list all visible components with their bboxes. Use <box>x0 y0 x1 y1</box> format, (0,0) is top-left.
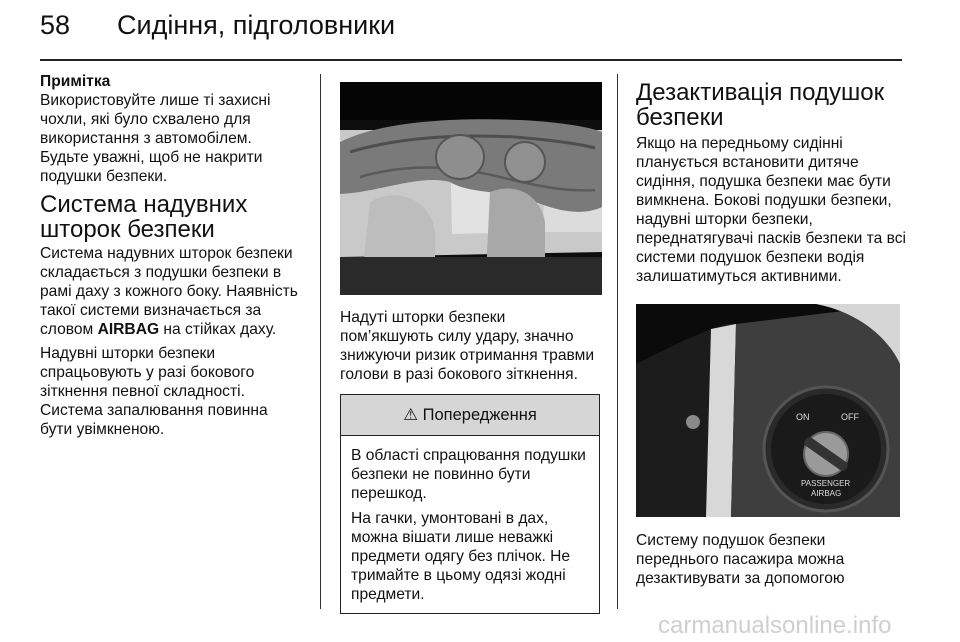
column-left <box>40 68 302 439</box>
switch-passenger-label: PASSENGER <box>801 479 851 488</box>
column-right <box>636 68 906 588</box>
page-number: 58 <box>40 10 71 40</box>
watermark: carmanualsonline.info <box>658 612 892 639</box>
column-middle <box>340 68 602 614</box>
section-heading-deactivation: Дезактивація подушок безпеки <box>636 79 885 131</box>
warning-body <box>341 436 599 613</box>
airbag-switch-photo <box>636 304 900 517</box>
paragraph-text: на стійках даху. <box>159 321 277 338</box>
note-title: Примітка <box>40 73 111 90</box>
section-heading-curtain-airbags: Система надувних шторок безпеки <box>40 191 248 243</box>
airbag-label: AIRBAG <box>97 321 160 338</box>
warning-text: На гачки, умонтовані в дах, можна вішати лише неважкі предмети одягу без плічок. Не тримайте в цьому одязі жодні предмети. <box>351 510 571 603</box>
paragraph-text: Система надувних шторок безпеки складається з подушки безпеки в рамі даху з кожного боку. Наявність такої системи визначається за словом <box>40 245 298 338</box>
photo-caption: Надуті шторки безпеки пом’якшують силу удару, значно знижуючи ризик отримання травми голови в разі бокового зіткнення. <box>340 309 595 383</box>
note-text: Використовуйте лише ті захисні чохли, які було схвалено для використання з автомобілем. Будьте уважні, щоб не накрити подушки безпеки. <box>40 92 271 185</box>
switch-airbag-label: AIRBAG <box>811 489 842 498</box>
header-rule <box>40 59 902 61</box>
switch-off-label: OFF <box>841 412 859 422</box>
deactivation-paragraph: Якщо на передньому сидінні планується встановити дитяче сидіння, подушка безпеки має бути вимкнена. Бокові подушки безпеки, надувні шторки безпеки, переднатягувачі пасків безпеки та всі системи подушок безпеки водія залишатимуться активними. <box>636 135 906 285</box>
warning-triangle-icon: ⚠ <box>403 406 419 424</box>
deactivation-paragraph-2: Систему подушок безпеки переднього пасажира можна дезактивувати за допомогою <box>636 532 845 587</box>
warning-header <box>341 395 599 436</box>
deploy-paragraph: Надувні шторки безпеки спрацьовують у разі бокового зіткнення певної складності. Система запалювання повинна бути увімкненою. <box>40 345 268 438</box>
switch-on-label: ON <box>796 412 810 422</box>
curtain-airbag-photo <box>340 82 602 295</box>
page-title: Сидіння, підголовники <box>117 10 396 40</box>
warning-text: В області спрацювання подушки безпеки не повинно бути перешкод. <box>351 447 586 502</box>
column-divider <box>320 74 321 609</box>
warning-box <box>340 394 600 614</box>
column-divider <box>617 74 618 609</box>
warning-title: Попередження <box>422 406 537 424</box>
curtain-airbag-paragraph <box>40 244 302 339</box>
page-header <box>0 0 960 60</box>
